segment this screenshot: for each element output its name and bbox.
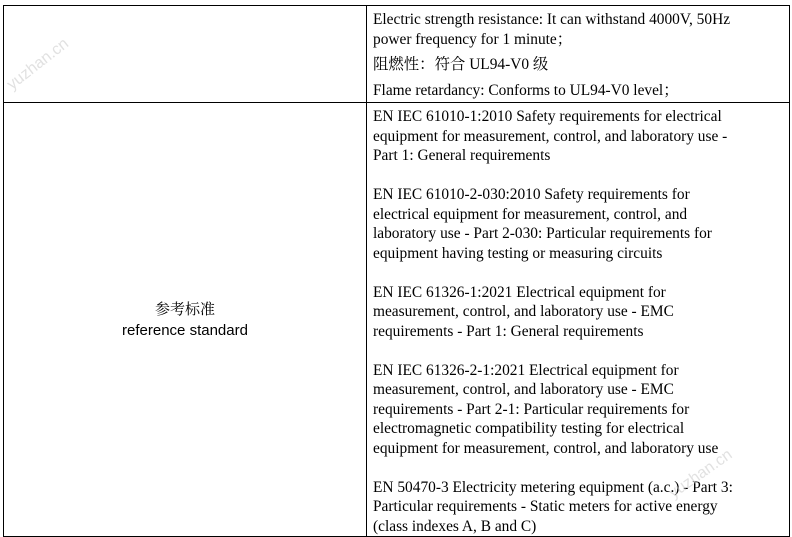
standard-item (373, 478, 783, 537)
standard-line: EN IEC 61326-1:2021 Electrical equipment for (373, 283, 666, 301)
standard-line: EN IEC 61326-2-1:2021 Electrical equipment for (373, 361, 679, 379)
standard-line: equipment having testing or measuring circuits (373, 244, 663, 262)
standard-line: EN IEC 61010-2-030:2010 Safety requirements for (373, 186, 690, 203)
standard-line: laboratory use - Part 2-030: Particular requirements for (373, 225, 712, 242)
standard-line: requirements - Part 1: General requirements (373, 322, 644, 340)
standard-line: measurement, control, and laboratory use - EMC (373, 381, 674, 398)
standard-line: measurement, control, and laboratory use - EMC (373, 303, 674, 320)
spec-table (3, 5, 790, 537)
table-row-electrical (4, 6, 790, 103)
standard-item (373, 107, 783, 166)
label-cell-reference-standard (4, 103, 367, 537)
content-cell-electrical (367, 6, 790, 103)
reference-standard-label-en: reference standard (122, 321, 248, 339)
standard-line: Particular requirements - Static meters for active energy (373, 498, 718, 515)
standard-line: (class indexes A, B and C) (373, 517, 537, 535)
flame-retardancy-en: Flame retardancy: Conforms to UL94-V0 level； (373, 81, 679, 99)
standard-line: Part 1: General requirements (373, 147, 551, 164)
standard-line: EN 50470-3 Electricity metering equipment (a.c.) - Part 3: (373, 478, 733, 496)
standard-item (373, 185, 783, 263)
standard-item (373, 283, 783, 342)
watermark-bottom-right: yuzhan.cn (666, 446, 736, 502)
flame-retardancy-cn: 阻燃性：符合 UL94-V0 级 (373, 56, 549, 73)
electric-strength-line-1: Electric strength resistance: It can withstand 4000V, 50Hz (373, 11, 731, 28)
standard-line: EN IEC 61010-1:2010 Safety requirements for electrical (373, 108, 722, 125)
reference-standard-label-cn: 参考标准 (154, 300, 215, 318)
standard-item (373, 361, 783, 459)
electric-strength-line-2: power frequency for 1 minute； (373, 30, 573, 48)
table-row-reference-standard (4, 103, 790, 537)
standard-line: electromagnetic compatibility testing for electrical (373, 420, 685, 437)
standards-list (367, 103, 789, 536)
standard-line: requirements - Part 2-1: Particular requirements for (373, 400, 690, 418)
content-cell-standards (367, 103, 790, 537)
standard-line: equipment for measurement, control, and laboratory use - (373, 127, 728, 145)
label-cell-empty (4, 6, 367, 103)
watermark-top-left: yuzhan.cn (4, 35, 72, 94)
standard-line: equipment for measurement, control, and laboratory use (373, 439, 719, 457)
standard-line: electrical equipment for measurement, control, and (373, 205, 688, 223)
